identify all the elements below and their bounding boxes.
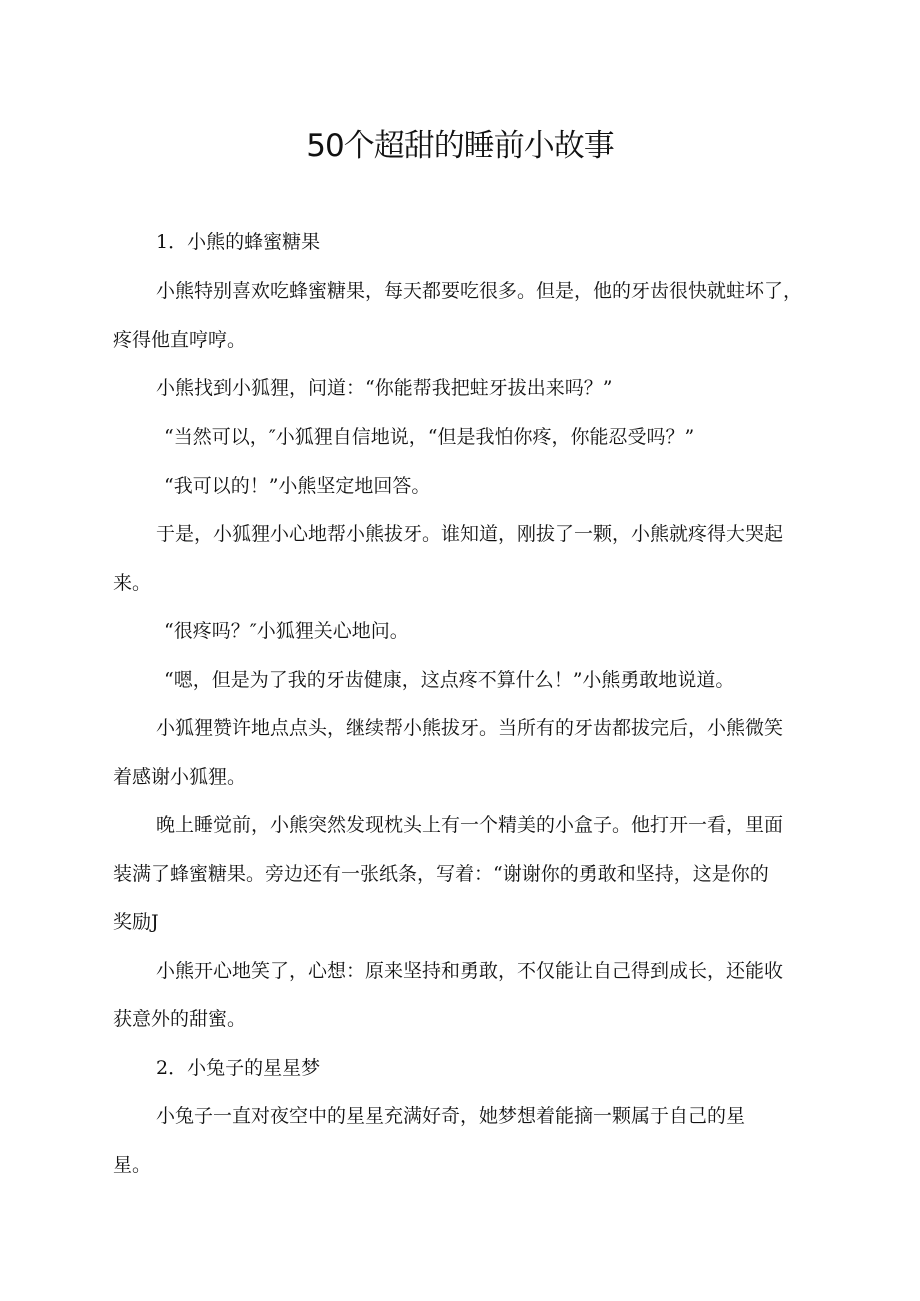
paragraph-line: 装满了蜂蜜糖果。旁边还有一张纸条，写着：“谢谢你的勇敢和坚持，这是你的 [113,863,769,885]
section-heading-1: 1．小熊的蜂蜜糖果 [156,231,321,253]
paragraph-line: “当然可以，″小狐狸自信地说，“但是我怕你疼，你能忍受吗？” [164,426,695,448]
paragraph-line: 来。 [113,572,152,594]
paragraph-line: 小兔子一直对夜空中的星星充满好奇，她梦想着能摘一颗属于自己的星 [156,1105,746,1127]
paragraph-line: “很疼吗？″小狐狸关心地问。 [164,620,409,642]
paragraph-line: “我可以的！”小熊坚定地回答。 [164,475,431,497]
paragraph-line: 奖励J [113,911,159,933]
document-title: 50个超甜的睡前小故事 [306,128,614,164]
paragraph-line: 着感谢小狐狸。 [113,766,247,788]
paragraph-line: 疼得他直哼哼。 [113,329,247,351]
paragraph-line: 于是，小狐狸小心地帮小熊拔牙。谁知道，刚拔了一颗，小熊就疼得大哭起 [156,523,784,545]
paragraph-line: “嗯，但是为了我的牙齿健康，这点疼不算什么！”小熊勇敢地说道。 [164,669,735,691]
paragraph-line: 获意外的甜蜜。 [113,1008,247,1030]
paragraph-line: 小熊特别喜欢吃蜂蜜糖果，每天都要吃很多。但是，他的牙齿很快就蛀坏了， [156,280,803,302]
paragraph-line: 星。 [113,1154,152,1176]
paragraph-line: 晚上睡觉前，小熊突然发现枕头上有一个精美的小盒子。他打开一看，里面 [156,814,784,836]
paragraph-line: 小熊找到小狐狸，问道：“你能帮我把蛀牙拔出来吗？” [156,377,613,399]
paragraph-line: 小熊开心地笑了，心想：原来坚持和勇敢，不仅能让自己得到成长，还能收 [156,960,784,982]
paragraph-line: 小狐狸赞许地点点头，继续帮小熊拔牙。当所有的牙齿都拔完后，小熊微笑 [156,717,784,739]
section-heading-2: 2．小兔子的星星梦 [156,1057,321,1079]
